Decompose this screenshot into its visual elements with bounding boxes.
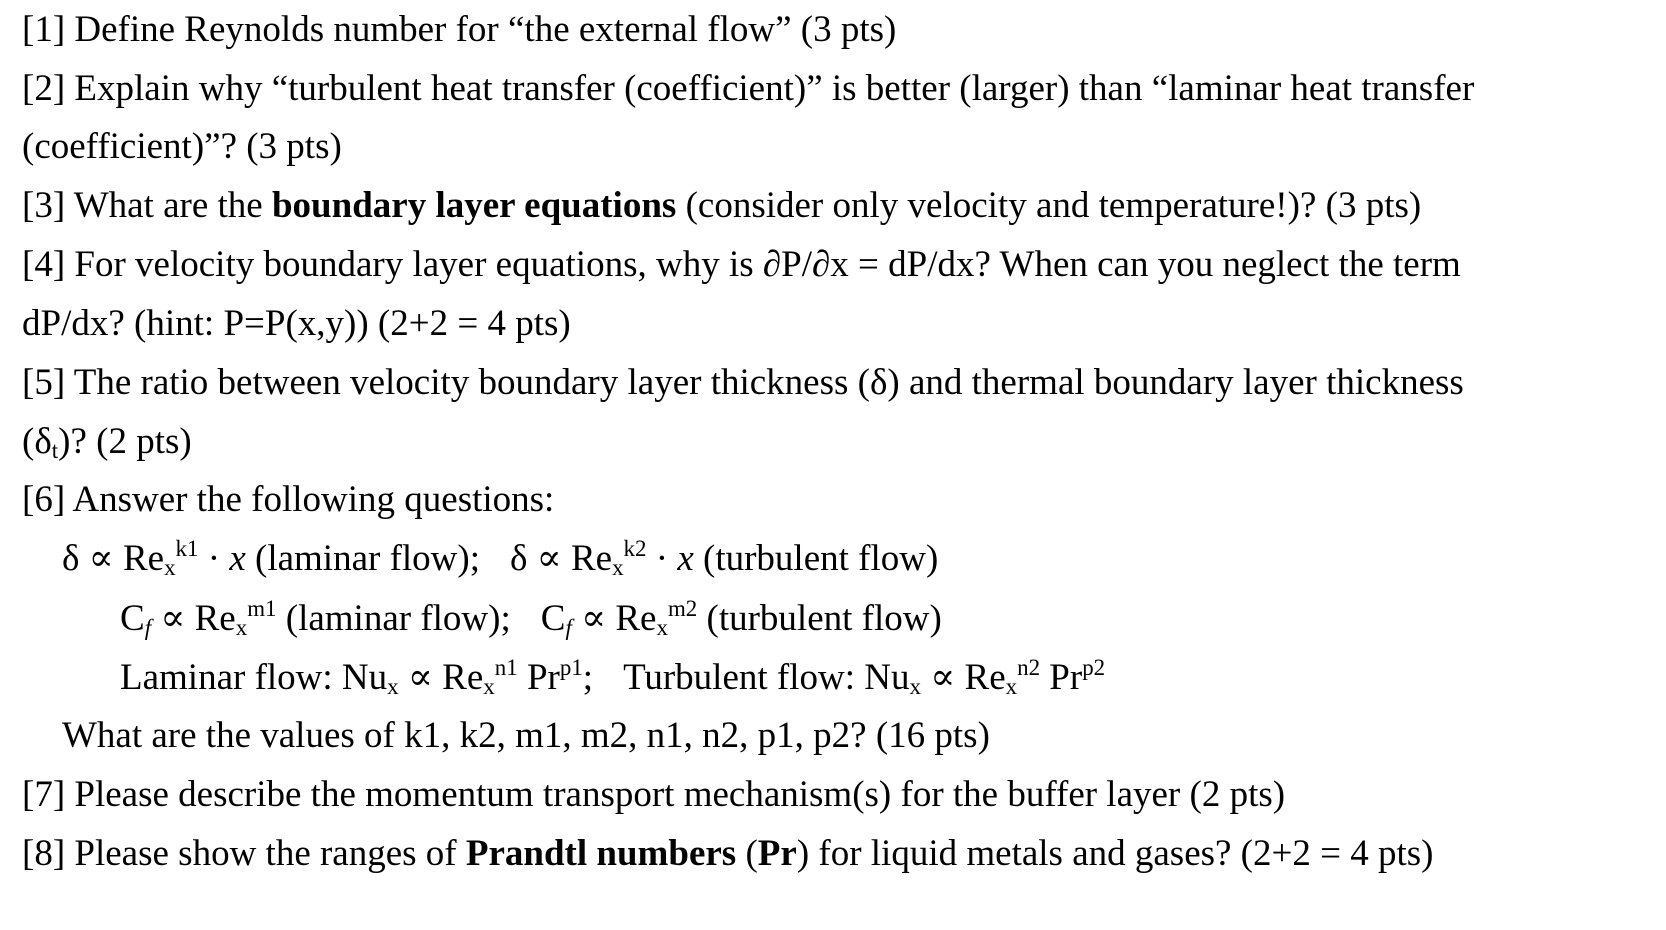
question-5-post: )? (2 pts) xyxy=(58,421,192,462)
question-3-post: (consider only velocity and temperature!)? (3 pts) xyxy=(676,185,1422,226)
question-2-line-2 xyxy=(22,125,342,169)
eq2-a-c: C xyxy=(120,598,145,639)
eq3-a-resub: x xyxy=(483,674,495,700)
question-5-pre: (δ xyxy=(22,421,52,462)
question-4-text-2: dP/dx? (hint: P=P(x,y)) (2+2 = 4 pts) xyxy=(22,303,571,344)
eq1-a-var: x xyxy=(229,538,246,579)
question-3-bold: boundary layer equations xyxy=(271,185,677,226)
question-5-line-1 xyxy=(22,361,1464,405)
eq2-b-c: C xyxy=(540,598,566,639)
question-8-bold-1: Prandtl numbers xyxy=(465,833,737,874)
eq3-a-nusub: x xyxy=(387,674,399,700)
question-8-post: ) for liquid metals and gases? (2+2 = 4 pts) xyxy=(796,833,1434,874)
question-5-sub: t xyxy=(51,438,59,464)
eq1-a-post: (laminar flow); xyxy=(245,538,480,579)
eq1-a-pre: δ ∝ Re xyxy=(62,538,165,579)
question-4-text-1: [4] For velocity boundary layer equations, why is ∂P/∂x = dP/dx? When can you neglect the term xyxy=(22,244,1461,285)
eq3-b-prsup: p2 xyxy=(1082,654,1106,680)
question-8-pre: [8] Please show the ranges of xyxy=(22,833,466,874)
question-8-bold-2: Pr xyxy=(757,833,797,874)
eq2-a-prop: ∝ Re xyxy=(151,598,236,639)
question-6-intro-text: [6] Answer the following questions: xyxy=(22,479,555,520)
question-6-ask-text: What are the values of k1, k2, m1, m2, n1, n2, p1, p2? (16 pts) xyxy=(62,715,990,756)
eq3-b-prop: ∝ Re xyxy=(920,657,1006,698)
eq3-a-prop: ∝ Re xyxy=(398,657,484,698)
eq2-a-post: (laminar flow); xyxy=(276,598,511,639)
question-8 xyxy=(22,832,1434,876)
equation-thickness xyxy=(62,537,938,581)
question-7 xyxy=(22,773,1285,817)
eq2-a-sup: m1 xyxy=(247,595,277,621)
eq2-b-prop: ∝ Re xyxy=(571,598,657,639)
question-2-line-1 xyxy=(22,67,1474,111)
eq1-a-sup: k1 xyxy=(175,535,199,561)
eq3-a-resup: n1 xyxy=(494,654,518,680)
eq3-b-resup: n2 xyxy=(1017,654,1041,680)
eq1-b-pre: δ ∝ Re xyxy=(510,538,613,579)
eq3-a-post: ; xyxy=(582,657,594,698)
eq3-b-label: Turbulent flow: Nu xyxy=(623,657,910,698)
eq1-b-sup: k2 xyxy=(623,535,647,561)
eq2-b-f: f xyxy=(565,615,572,641)
question-6-intro xyxy=(22,478,554,522)
eq1-b-var: x xyxy=(677,538,694,579)
question-3 xyxy=(22,184,1421,228)
eq3-b-resub: x xyxy=(1005,674,1018,700)
question-6-ask xyxy=(62,714,990,758)
eq2-b-sup: m2 xyxy=(667,595,698,621)
eq1-b-sub: x xyxy=(612,555,624,581)
question-1-text: [1] Define Reynolds number for “the external flow” (3 pts) xyxy=(22,9,897,50)
eq3-a-prsup: p1 xyxy=(559,654,583,680)
eq1-a-sub: x xyxy=(164,555,176,581)
eq1-b-mid: · xyxy=(646,538,678,579)
question-7-text: [7] Please describe the momentum transport mechanism(s) for the buffer layer (2 pts) xyxy=(22,774,1286,815)
eq2-b-sub: x xyxy=(656,615,668,641)
eq2-b-post: (turbulent flow) xyxy=(697,598,942,639)
eq1-a-mid: · xyxy=(198,538,230,579)
question-3-pre: [3] What are the xyxy=(22,185,272,226)
equation-friction xyxy=(120,597,942,641)
question-5-line-2 xyxy=(22,420,192,464)
question-8-mid: ( xyxy=(736,833,758,874)
question-5-text-1: [5] The ratio between velocity boundary layer thickness (δ) and thermal boundary layer thickness xyxy=(22,362,1464,403)
question-2-text-2: (coefficient)”? (3 pts) xyxy=(22,126,342,167)
eq3-a-pr: Pr xyxy=(517,657,560,698)
question-1 xyxy=(22,8,896,52)
eq3-b-pr: Pr xyxy=(1040,657,1083,698)
eq2-a-sub: x xyxy=(235,615,248,641)
equation-nusselt xyxy=(120,656,1105,700)
eq3-b-nusub: x xyxy=(909,674,921,700)
eq1-b-post: (turbulent flow) xyxy=(693,538,939,579)
eq3-a-label: Laminar flow: Nu xyxy=(120,657,388,698)
question-2-text-1: [2] Explain why “turbulent heat transfer (coefficient)” is better (larger) than “laminar heat transfer xyxy=(22,68,1475,109)
eq2-a-f: f xyxy=(144,615,152,641)
question-4-line-2 xyxy=(22,302,571,346)
question-4-line-1 xyxy=(22,243,1461,287)
